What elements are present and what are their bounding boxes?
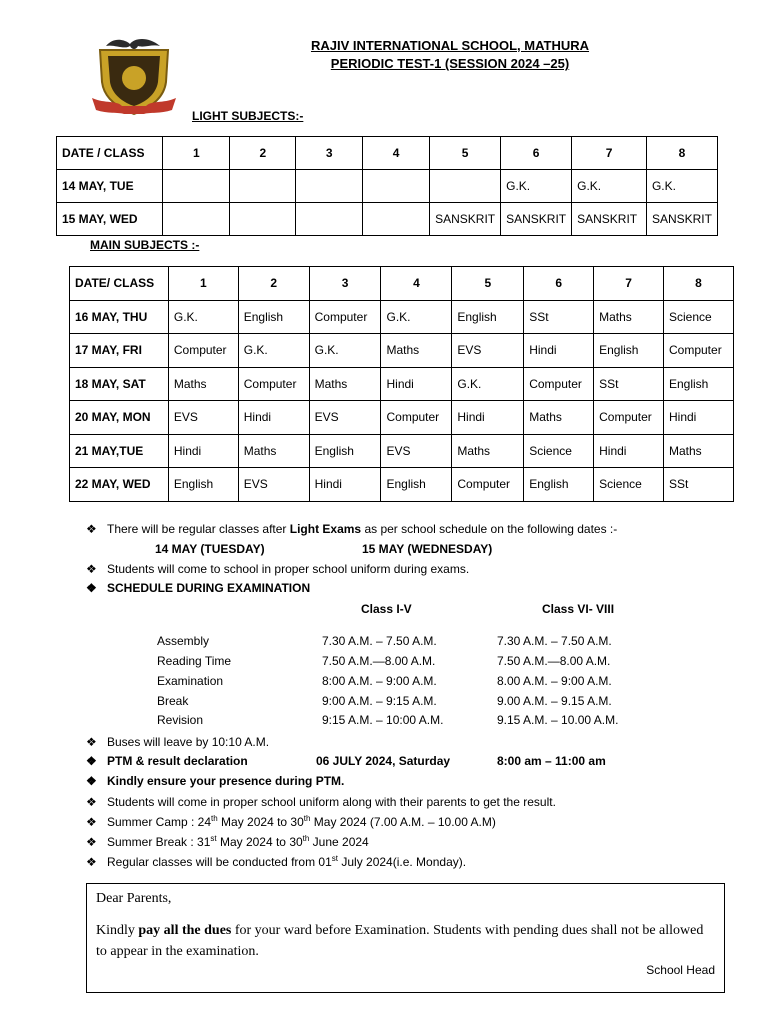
date-cell: 15 MAY, WED [57, 203, 163, 236]
header-cell: 6 [501, 137, 572, 170]
bullet-diamond-icon: ❖ [86, 522, 97, 536]
table-cell: Maths [452, 434, 524, 468]
schedule-time: 8:00 A.M. – 9:00 A.M. [322, 674, 437, 688]
table-cell: Maths [664, 434, 734, 468]
table-cell [230, 170, 296, 203]
table-cell: Computer [524, 367, 594, 401]
schedule-col-primary: Class I-V [361, 602, 412, 616]
date-cell: 14 MAY, TUE [57, 170, 163, 203]
header-cell: 4 [363, 137, 430, 170]
table-cell [230, 203, 296, 236]
schedule-label: Revision [157, 713, 204, 727]
table-row [57, 170, 718, 203]
ptm-time: 8:00 am – 11:00 am [497, 754, 606, 768]
table-cell [363, 203, 430, 236]
table-cell: SSt [524, 300, 594, 334]
schedule-time: 7.30 A.M. – 7.50 A.M. [322, 634, 437, 648]
table-header-row [57, 137, 718, 170]
table-cell: Science [664, 300, 734, 334]
bullet-ptm: ❖ PTM & result declaration [86, 754, 248, 768]
bullet-summer-break: ❖ Summer Break : 31st May 2024 to 30th June 2024 [86, 834, 369, 849]
table-cell: Maths [309, 367, 381, 401]
table-cell: English [168, 468, 238, 502]
date-cell: 16 MAY, THU [70, 300, 169, 334]
table-cell: Computer [452, 468, 524, 502]
header-cell: 8 [664, 267, 734, 301]
schedule-time: 9:00 A.M. – 9:15 A.M. [322, 694, 437, 708]
table-cell: EVS [381, 434, 452, 468]
table-cell: Computer [238, 367, 309, 401]
table-row [57, 203, 718, 236]
table-cell: English [238, 300, 309, 334]
table-cell: Hindi [524, 334, 594, 368]
header-cell: 2 [238, 267, 309, 301]
table-cell: English [309, 434, 381, 468]
note-signature: School Head [646, 963, 715, 977]
table-cell: Maths [238, 434, 309, 468]
schedule-label: Break [157, 694, 189, 708]
table-cell: English [452, 300, 524, 334]
schedule-time: 9:15 A.M. – 10:00 A.M. [322, 713, 444, 727]
table-cell: Maths [594, 300, 664, 334]
bullet-uniform: ❖ Students will come to school in proper school uniform during exams. [86, 562, 470, 576]
table-cell [296, 203, 363, 236]
table-cell: Maths [524, 401, 594, 435]
table-cell: English [381, 468, 452, 502]
table-cell: Hindi [664, 401, 734, 435]
table-cell: English [664, 367, 734, 401]
table-cell: EVS [452, 334, 524, 368]
table-cell: G.K. [168, 300, 238, 334]
table-cell: Maths [381, 334, 452, 368]
parents-note-box [86, 883, 725, 993]
date-cell: 17 MAY, FRI [70, 334, 169, 368]
header-cell: 6 [524, 267, 594, 301]
table-cell: SANSKRIT [430, 203, 501, 236]
schedule-time: 7.50 A.M.—8.00 A.M. [322, 654, 436, 668]
header-cell: 1 [163, 137, 230, 170]
table-cell: G.K. [646, 170, 717, 203]
bullet-diamond-icon: ❖ [86, 815, 97, 829]
table-cell: EVS [168, 401, 238, 435]
header-cell: DATE / CLASS [57, 137, 163, 170]
light-subjects-heading: LIGHT SUBJECTS:- [192, 109, 304, 123]
main-subjects-table [69, 266, 734, 502]
header-cell: 2 [230, 137, 296, 170]
bullet-regular-resume: ❖ Regular classes will be conducted from 01st July 2024(i.e. Monday). [86, 854, 467, 869]
table-cell: Maths [168, 367, 238, 401]
main-subjects-heading: MAIN SUBJECTS :- [90, 238, 200, 252]
schedule-col-middle: Class VI- VIII [542, 602, 615, 616]
bullet-diamond-icon: ❖ [86, 835, 97, 849]
table-row [70, 300, 734, 334]
header-cell: 5 [452, 267, 524, 301]
table-row [70, 367, 734, 401]
header-cell: 1 [168, 267, 238, 301]
schedule-label: Examination [157, 674, 224, 688]
table-cell: Hindi [168, 434, 238, 468]
ptm-date: 06 JULY 2024, Saturday [316, 754, 451, 768]
header-cell: 5 [430, 137, 501, 170]
table-cell [430, 170, 501, 203]
bullet-schedule-heading: ❖ SCHEDULE DURING EXAMINATION [86, 581, 311, 595]
table-row [70, 334, 734, 368]
header-cell: 4 [381, 267, 452, 301]
note-greeting: Dear Parents, [96, 891, 172, 906]
schedule-time: 7.50 A.M.—8.00 A.M. [497, 654, 611, 668]
school-crest-icon [86, 34, 182, 120]
table-cell: EVS [309, 401, 381, 435]
table-cell: EVS [238, 468, 309, 502]
table-cell: Hindi [452, 401, 524, 435]
bullet-diamond-icon: ❖ [86, 795, 97, 809]
light-subjects-table [56, 136, 718, 236]
schedule-label: Assembly [157, 634, 210, 648]
bullet-diamond-icon: ❖ [86, 855, 97, 869]
note-text: Kindly pay all the dues for your ward before Examination. Students with pending dues shall not be allowed to appear in the examination. [96, 923, 704, 959]
table-row [70, 401, 734, 435]
table-cell [296, 170, 363, 203]
table-cell: Computer [594, 401, 664, 435]
schedule-label: Reading Time [157, 654, 232, 668]
table-cell: Hindi [381, 367, 452, 401]
bullet-diamond-icon: ❖ [86, 754, 97, 768]
regular-date-2: 15 MAY (WEDNESDAY) [362, 542, 493, 556]
header-cell: 3 [309, 267, 381, 301]
table-cell: English [524, 468, 594, 502]
bullet-diamond-icon: ❖ [86, 562, 97, 576]
table-cell: SSt [594, 367, 664, 401]
bullet-summer-camp: ❖ Summer Camp : 24th May 2024 to 30th May 2024 (7.00 A.M. – 10.00 A.M) [86, 814, 496, 829]
table-cell [363, 170, 430, 203]
table-cell: G.K. [501, 170, 572, 203]
table-cell: Hindi [309, 468, 381, 502]
schedule-time: 9.00 A.M. – 9.15 A.M. [497, 694, 612, 708]
table-cell: Hindi [238, 401, 309, 435]
header-cell: DATE/ CLASS [70, 267, 169, 301]
schedule-time: 7.30 A.M. – 7.50 A.M. [497, 634, 612, 648]
bullet-diamond-icon: ❖ [86, 735, 97, 749]
header-cell: 3 [296, 137, 363, 170]
table-cell: Science [594, 468, 664, 502]
bullet-diamond-icon: ❖ [86, 774, 97, 788]
table-row [70, 434, 734, 468]
table-cell: Science [524, 434, 594, 468]
table-cell: G.K. [452, 367, 524, 401]
test-title: PERIODIC TEST-1 (SESSION 2024 –25) [330, 56, 570, 71]
schedule-time: 8.00 A.M. – 9:00 A.M. [497, 674, 612, 688]
table-cell: SANSKRIT [646, 203, 717, 236]
table-cell: Computer [168, 334, 238, 368]
bullet-parents: ❖ Students will come in proper school uniform along with their parents to get the result. [86, 795, 556, 809]
table-cell: Computer [664, 334, 734, 368]
date-cell: 22 MAY, WED [70, 468, 169, 502]
schedule-time: 9.15 A.M. – 10.00 A.M. [497, 713, 619, 727]
table-cell: Computer [381, 401, 452, 435]
table-row [70, 468, 734, 502]
table-cell [163, 203, 230, 236]
table-cell: G.K. [238, 334, 309, 368]
bullet-diamond-icon: ❖ [86, 581, 97, 595]
regular-date-1: 14 MAY (TUESDAY) [155, 542, 265, 556]
header-cell: 7 [572, 137, 647, 170]
table-cell: G.K. [381, 300, 452, 334]
bullet-buses: ❖ Buses will leave by 10:10 A.M. [86, 735, 270, 749]
header-cell: 7 [594, 267, 664, 301]
date-cell: 20 MAY, MON [70, 401, 169, 435]
table-cell: G.K. [309, 334, 381, 368]
header-cell: 8 [646, 137, 717, 170]
table-header-row [70, 267, 734, 301]
school-name: RAJIV INTERNATIONAL SCHOOL, MATHURA [310, 38, 590, 53]
table-cell: Computer [309, 300, 381, 334]
table-cell: Hindi [594, 434, 664, 468]
table-cell: SSt [664, 468, 734, 502]
date-cell: 21 MAY,TUE [70, 434, 169, 468]
table-cell: G.K. [572, 170, 647, 203]
table-cell [163, 170, 230, 203]
table-cell: SANSKRIT [501, 203, 572, 236]
date-cell: 18 MAY, SAT [70, 367, 169, 401]
table-cell: SANSKRIT [572, 203, 647, 236]
table-cell: English [594, 334, 664, 368]
bullet-presence: ❖ Kindly ensure your presence during PTM. [86, 774, 345, 788]
bullet-regular-classes: ❖ There will be regular classes after Light Exams as per school schedule on the following dates :- [86, 522, 618, 536]
